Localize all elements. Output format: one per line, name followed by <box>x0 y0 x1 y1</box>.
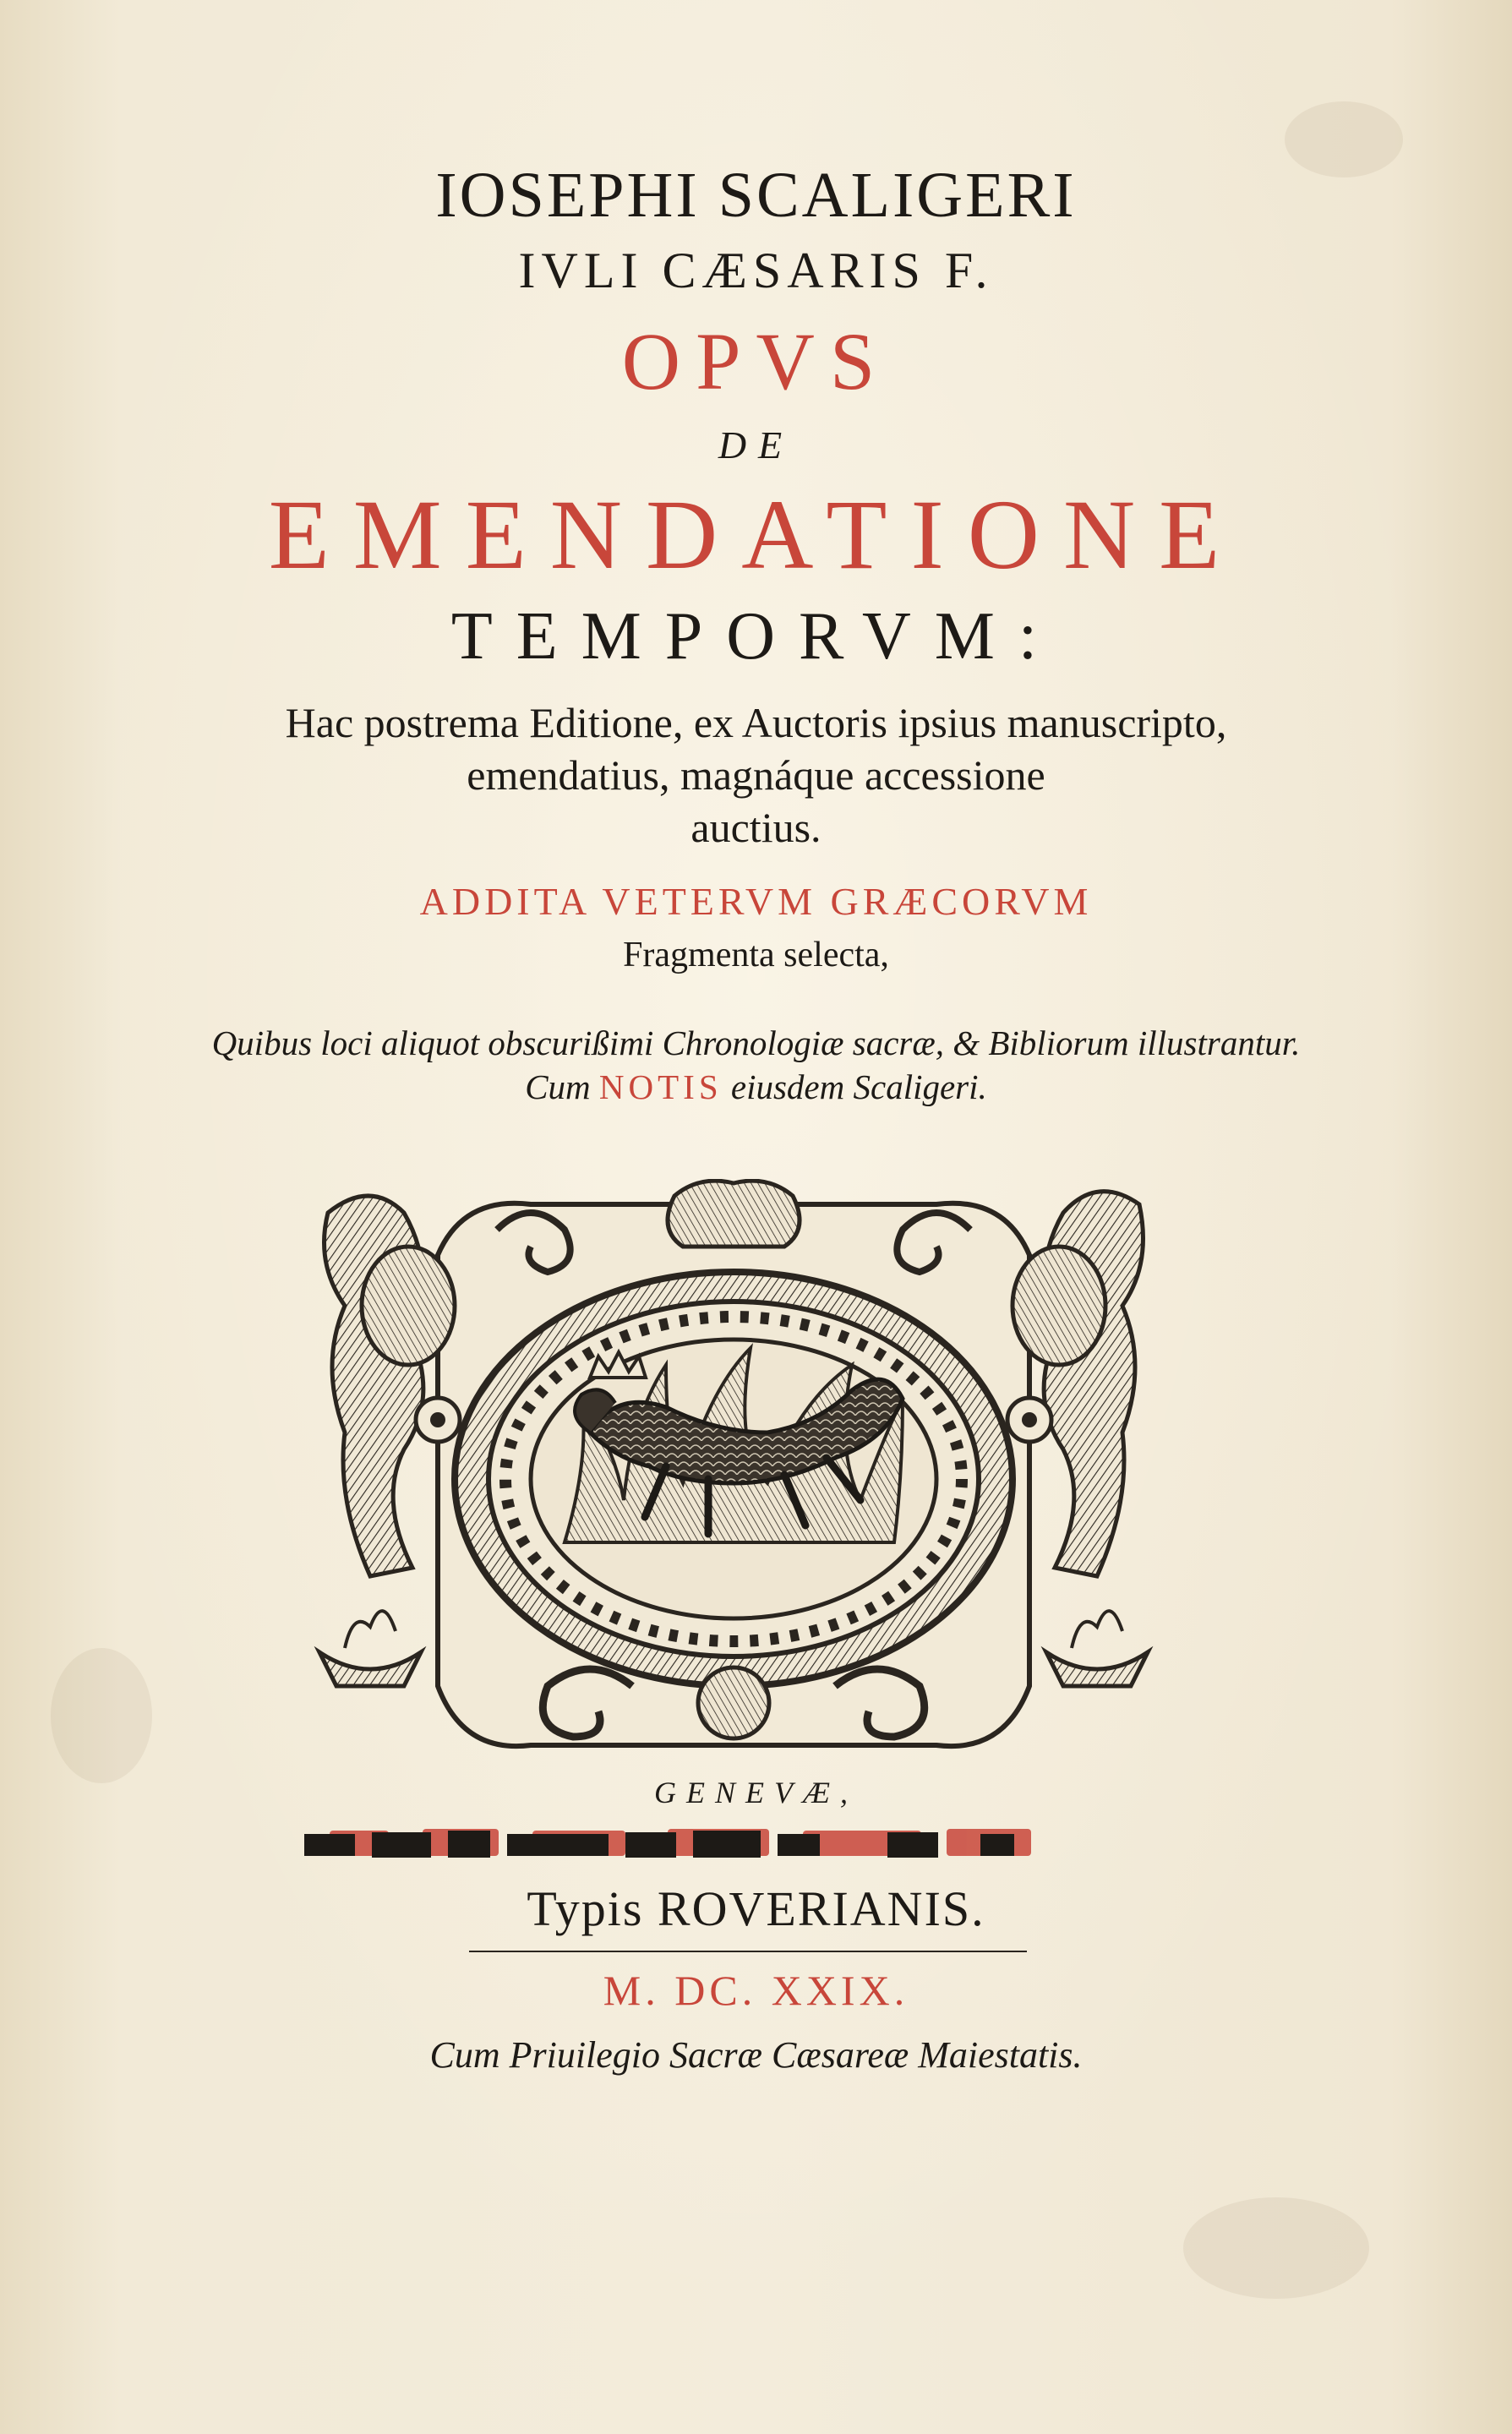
title-emendatione: EMENDATIONE <box>268 479 1244 590</box>
divider-rule <box>469 1951 1027 1952</box>
author-line: IOSEPHI SCALIGERI <box>435 160 1077 231</box>
edition-line-3: auctius. <box>690 804 822 851</box>
fragmenta-line: Fragmenta selecta, <box>623 936 889 974</box>
paper-stain <box>51 1648 152 1783</box>
imprint-year: M. DC. XXIX. <box>603 1967 909 2014</box>
title-opus: OPVS <box>621 316 891 407</box>
patronymic-line: IVLI CÆSARIS F. <box>518 243 994 298</box>
title-de: DE <box>718 423 794 467</box>
quibus-line: Quibus loci aliquot obscurißimi Chronologiæ sacræ, & Bibliorum illustrantur. <box>211 1023 1301 1062</box>
edition-line-2: emendatius, magnáque accessione <box>467 751 1045 799</box>
printers-device-salamander-icon <box>311 1179 1156 1771</box>
edition-line-1: Hac postrema Editione, ex Auctoris ipsius manuscripto, <box>285 699 1227 746</box>
cum-notis-before: Cum <box>525 1067 599 1106</box>
cum-notis-line <box>0 1067 1512 1107</box>
notis-word: NOTIS <box>598 1067 723 1106</box>
cum-notis-after: eiusdem Scaligeri. <box>722 1067 987 1106</box>
imprint-place: GENEVÆ, <box>654 1776 858 1809</box>
addita-line: ADDITA VETERVM GRÆCORVM <box>419 880 1093 923</box>
title-temporum: TEMPORVM: <box>450 599 1062 674</box>
overprinted-imprint-mark <box>304 1819 1048 1866</box>
privilege-line: Cum Priuilegio Sacræ Cæsareæ Maiestatis. <box>429 2034 1083 2076</box>
printer-line: Typis ROVERIANIS. <box>527 1881 985 1936</box>
paper-stain <box>1183 2197 1369 2299</box>
